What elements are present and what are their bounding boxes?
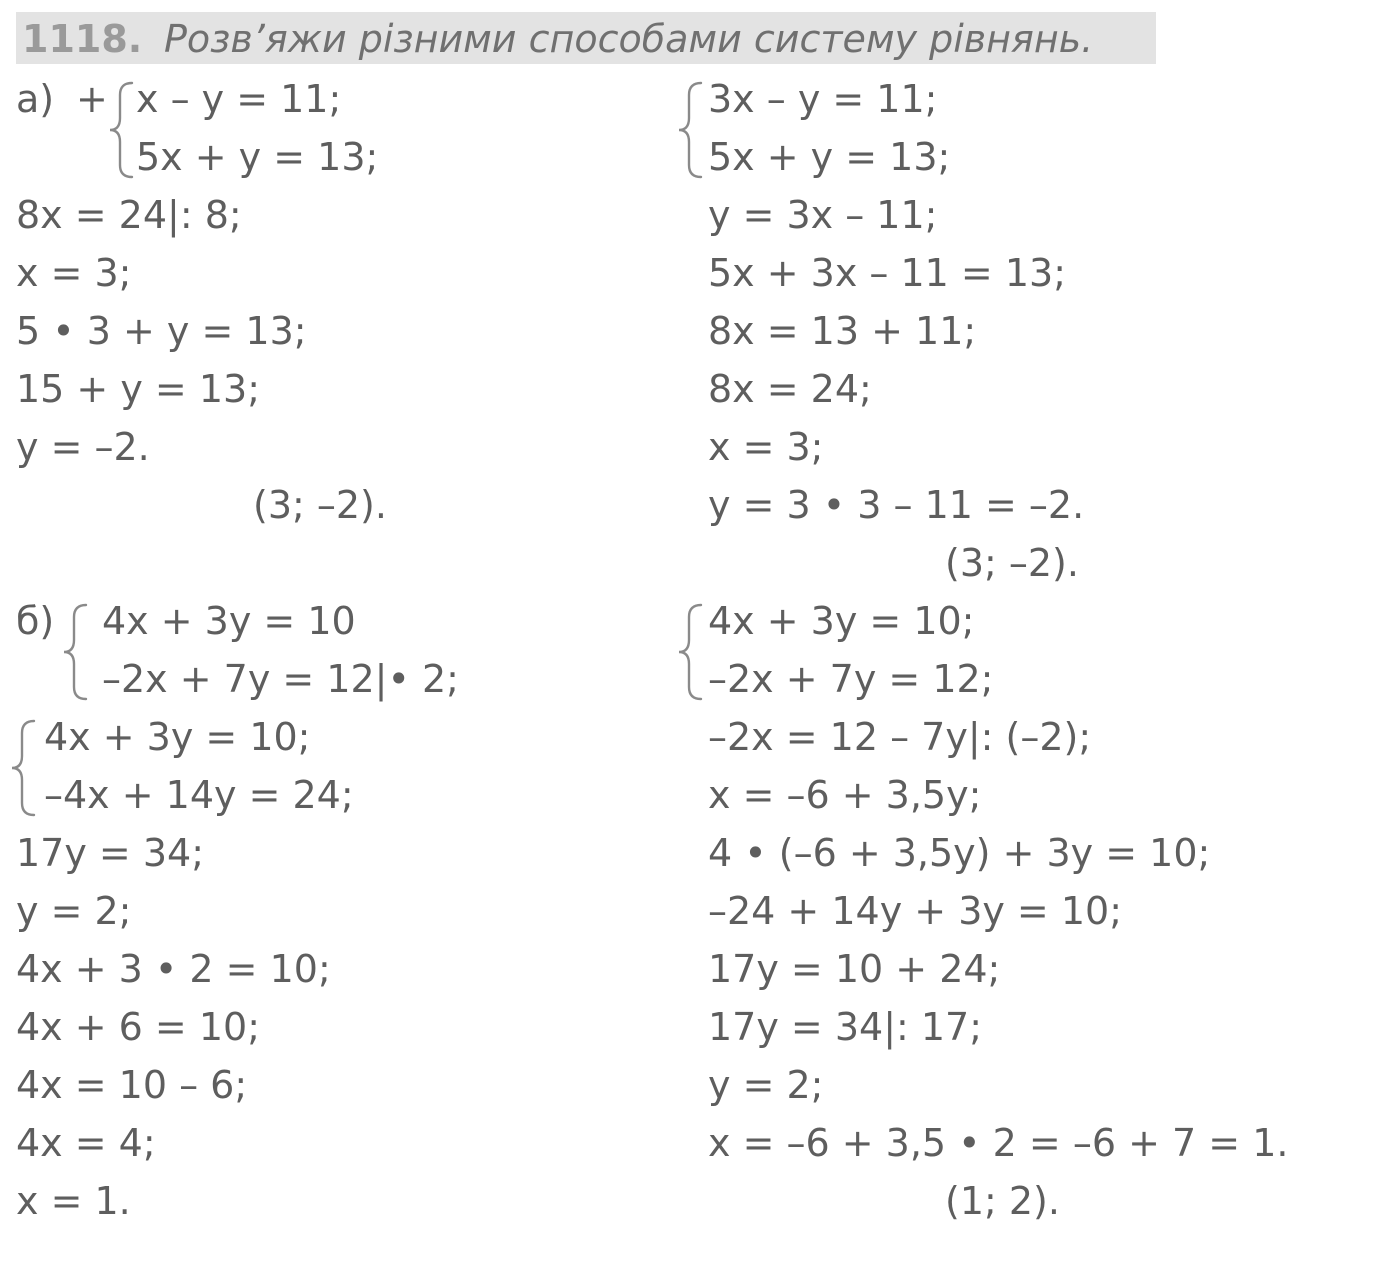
part-a-right-step-4: 8x = 24; — [708, 367, 872, 411]
part-b-right-brace — [675, 602, 705, 702]
part-a-right-step-5: x = 3; — [708, 425, 824, 469]
part-a-label: а) — [16, 77, 55, 121]
part-a-left-step-3: 5 • 3 + y = 13; — [16, 309, 307, 353]
part-a-left-step-1: 8x = 24|: 8; — [16, 193, 242, 237]
part-a-left-brace — [106, 80, 136, 180]
part-a-left-step-5: y = –2. — [16, 425, 150, 469]
part-a-left-step-4: 15 + y = 13; — [16, 367, 260, 411]
part-b-left-step-7: x = 1. — [16, 1179, 131, 1223]
part-b-left-step-6: 4x = 4; — [16, 1121, 156, 1165]
part-b-right-step-6: 17y = 34|: 17; — [708, 1005, 983, 1049]
part-b-left-system-line-2: –2x + 7y = 12|• 2; — [102, 657, 459, 701]
part-b-left-step-3: 4x + 3 • 2 = 10; — [16, 947, 331, 991]
part-b-left-step-2: y = 2; — [16, 889, 132, 933]
part-b-right-step-4: –24 + 14y + 3y = 10; — [708, 889, 1123, 933]
part-b-right-step-8: x = –6 + 3,5 • 2 = –6 + 7 = 1. — [708, 1121, 1289, 1165]
part-a-plus-sign: + — [76, 77, 108, 121]
part-a-right-brace — [675, 80, 705, 180]
part-b-left-step-5: 4x = 10 – 6; — [16, 1063, 248, 1107]
part-a-right-answer: (3; –2). — [945, 541, 1079, 585]
part-b-label: б) — [16, 599, 55, 643]
part-a-left-step-2: x = 3; — [16, 251, 132, 295]
part-b-right-system-line-2: –2x + 7y = 12; — [708, 657, 994, 701]
part-b-left-system-line-1: 4x + 3y = 10 — [102, 599, 356, 643]
part-b-left-system2-line-2: –4x + 14y = 24; — [44, 773, 354, 817]
part-a-right-step-2: 5x + 3x – 11 = 13; — [708, 251, 1066, 295]
part-a-left-system-line-2: 5x + y = 13; — [136, 135, 379, 179]
part-a-right-step-1: y = 3x – 11; — [708, 193, 938, 237]
part-b-right-step-7: y = 2; — [708, 1063, 824, 1107]
part-a-right-system-line-1: 3x – y = 11; — [708, 77, 938, 121]
part-b-left-step-1: 17y = 34; — [16, 831, 204, 875]
part-b-right-step-5: 17y = 10 + 24; — [708, 947, 1001, 991]
exercise-number: 1118. — [22, 17, 143, 61]
exercise-title: Розв’яжи різними способами систему рівнянь. — [164, 17, 1094, 61]
part-a-right-step-3: 8x = 13 + 11; — [708, 309, 977, 353]
part-a-left-system-line-1: x – y = 11; — [136, 77, 342, 121]
part-b-right-system-line-1: 4x + 3y = 10; — [708, 599, 975, 643]
part-b-left-brace — [60, 602, 90, 702]
part-b-right-step-2: x = –6 + 3,5y; — [708, 773, 982, 817]
part-b-right-step-1: –2x = 12 – 7y|: (–2); — [708, 715, 1092, 759]
part-b-right-answer: (1; 2). — [945, 1179, 1060, 1223]
part-b-left-step-4: 4x + 6 = 10; — [16, 1005, 260, 1049]
part-a-left-answer: (3; –2). — [253, 483, 387, 527]
part-a-right-step-6: y = 3 • 3 – 11 = –2. — [708, 483, 1085, 527]
part-b-left-system2-line-1: 4x + 3y = 10; — [44, 715, 311, 759]
part-b-right-step-3: 4 • (–6 + 3,5y) + 3y = 10; — [708, 831, 1211, 875]
part-a-right-system-line-2: 5x + y = 13; — [708, 135, 951, 179]
part-b-left-brace-2 — [8, 718, 38, 818]
